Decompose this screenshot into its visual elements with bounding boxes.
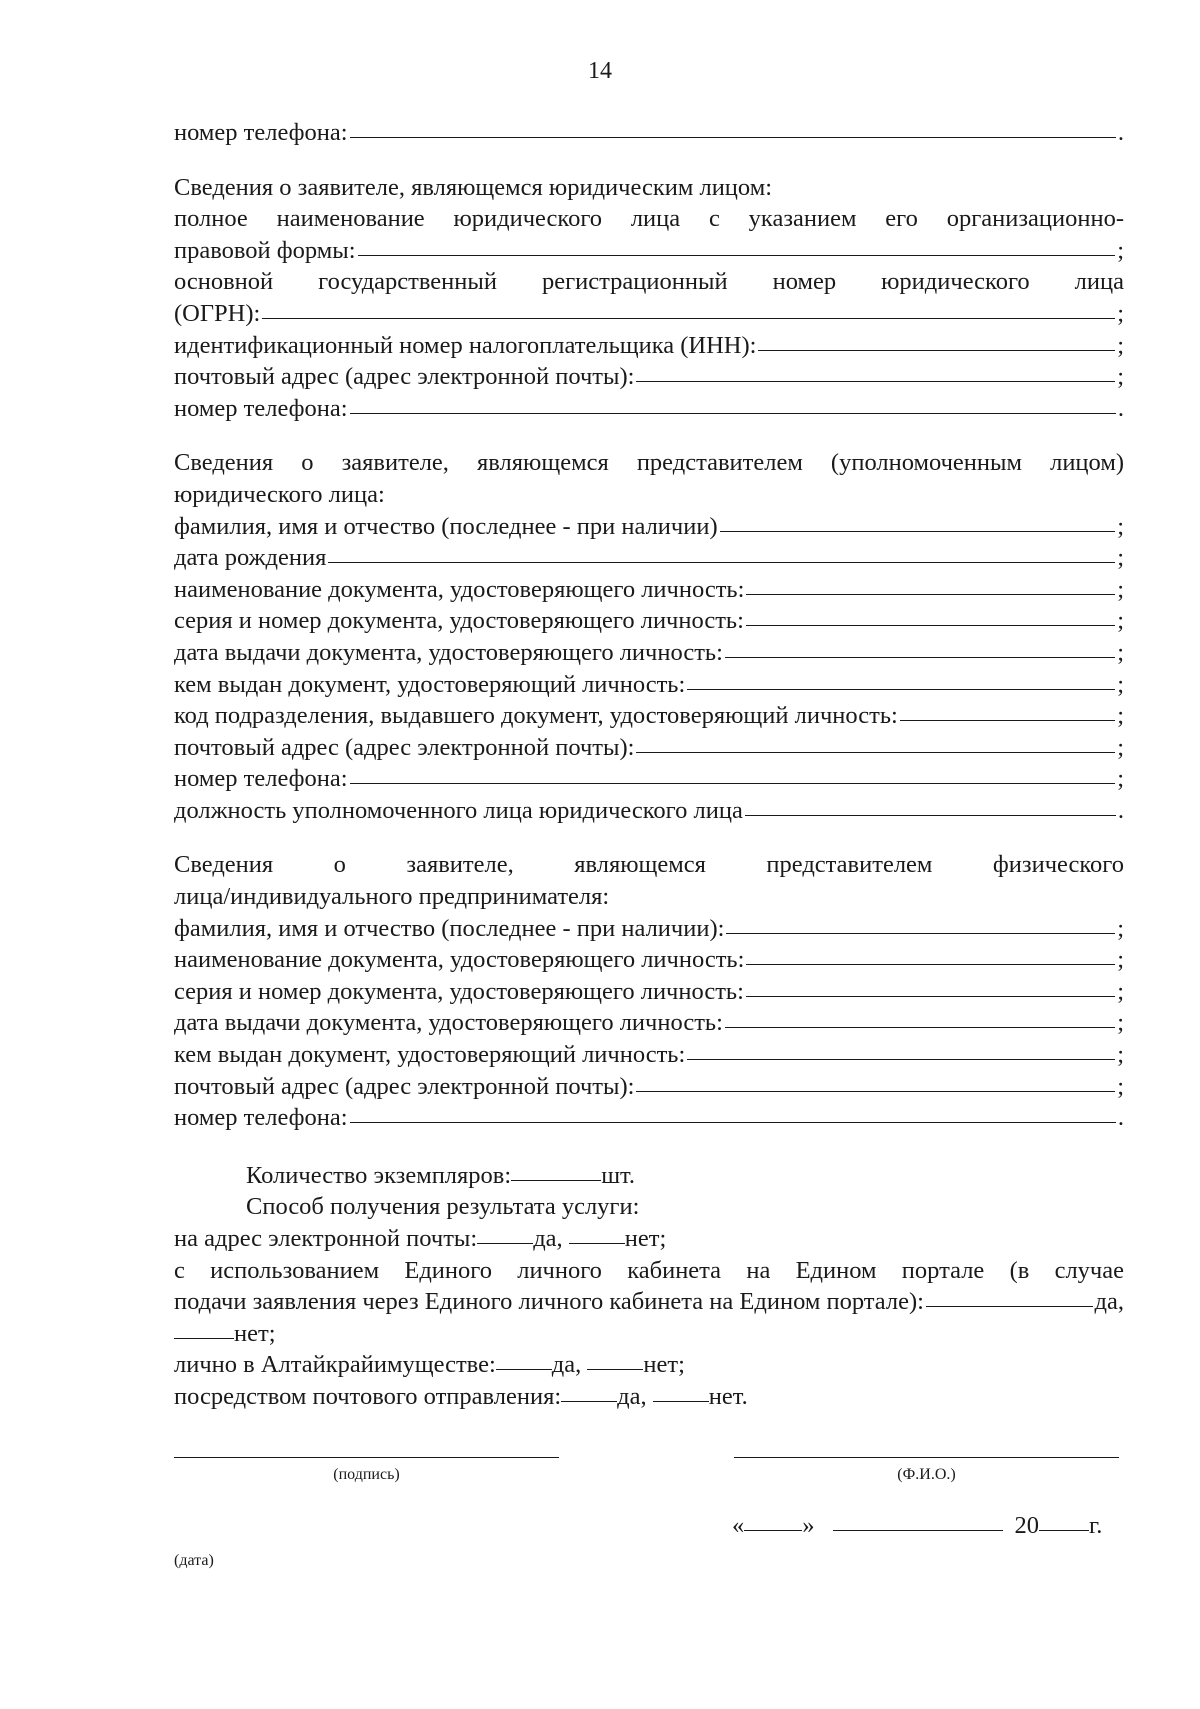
date-year-prefix: 20: [1014, 1512, 1039, 1539]
email-no-field[interactable]: [569, 1242, 625, 1244]
delivery-portal-row: [174, 1286, 1124, 1318]
delivery-in-person-row: [174, 1349, 1124, 1381]
copies-label: Количество экземпляров:: [246, 1161, 512, 1189]
inn-field[interactable]: [758, 349, 1115, 351]
delivery-post-label: посредством почтового отправления:: [174, 1382, 562, 1410]
ind-fio-label: фамилия, имя и отчество (последнее - при наличии):: [174, 914, 725, 942]
phone-field[interactable]: [350, 136, 1116, 138]
in-person-yes-field[interactable]: [496, 1368, 552, 1370]
date-row: [732, 1512, 1102, 1540]
copies-unit: шт.: [601, 1161, 636, 1189]
ind-phone-label: номер телефона:: [174, 1104, 348, 1132]
email-yes-field[interactable]: [477, 1242, 533, 1244]
rep-doc-date-row: дата выдачи документа, удостоверяющего личность: ;: [174, 637, 1124, 669]
legal-phone-field[interactable]: [350, 412, 1116, 414]
phone-label: номер телефона:: [174, 119, 348, 146]
rep-doc-series-label: серия и номер документа, удостоверяющего личность:: [174, 607, 744, 635]
delivery-portal-label-cont: подачи заявления через Единого личного кабинета на Едином портале):: [174, 1288, 924, 1316]
page-number: 14: [588, 58, 612, 84]
delivery-post-row: [174, 1381, 1124, 1413]
heading-word: физического: [992, 851, 1124, 879]
rep-phone-field[interactable]: [350, 782, 1116, 784]
rep-position-field[interactable]: [745, 814, 1116, 816]
legal-form-label: правовой формы:: [174, 236, 356, 264]
legal-full-name-field[interactable]: [358, 254, 1116, 256]
rep-doc-issuer-label: кем выдан документ, удостоверяющий личность:: [174, 670, 686, 698]
yes-label: да,: [551, 1351, 582, 1379]
form-body: [174, 117, 1124, 1413]
rep-phone-label: номер телефона:: [174, 765, 348, 793]
inn-row: идентификационный номер налогоплательщика (ИНН): ;: [174, 330, 1124, 362]
heading-word: являющемся: [574, 851, 706, 879]
full-name-field[interactable]: [734, 1456, 1119, 1458]
ind-doc-series-row: серия и номер документа, удостоверяющего личность: ;: [174, 976, 1124, 1008]
individual-rep-heading: [174, 849, 1124, 881]
rep-birth-row: дата рождения ;: [174, 542, 1124, 574]
legal-phone-row: номер телефона: .: [174, 393, 1124, 425]
signature-area: [174, 1456, 1124, 1656]
rep-postal-field[interactable]: [636, 751, 1115, 753]
ind-doc-name-label: наименование документа, удостоверяющего личность:: [174, 946, 745, 974]
individual-rep-heading-cont: лица/индивидуального предпринимателя:: [174, 883, 610, 911]
rep-position-label: должность уполномоченного лица юридического лица: [174, 796, 743, 824]
legal-rep-heading-cont: юридического лица:: [174, 480, 385, 508]
delivery-heading: Способ получения результата услуги:: [246, 1193, 640, 1221]
phone-end: .: [1117, 119, 1124, 146]
legal-postal-field[interactable]: [636, 380, 1115, 382]
date-month-field[interactable]: [833, 1529, 1003, 1531]
ind-phone-row: номер телефона: .: [174, 1102, 1124, 1134]
portal-yes-field[interactable]: [926, 1305, 1093, 1307]
rep-fio-row: фамилия, имя и отчество (последнее - при наличии) ;: [174, 511, 1124, 543]
rep-doc-series-field[interactable]: [746, 624, 1115, 626]
ind-doc-issuer-row: кем выдан документ, удостоверяющий личность: ;: [174, 1039, 1124, 1071]
phone-row: [174, 117, 1124, 149]
rep-doc-name-label: наименование документа, удостоверяющего личность:: [174, 575, 745, 603]
post-yes-field[interactable]: [561, 1400, 617, 1402]
in-person-no-field[interactable]: [587, 1368, 643, 1370]
ind-doc-name-row: наименование документа, удостоверяющего личность: ;: [174, 944, 1124, 976]
date-year-suffix: г.: [1089, 1512, 1103, 1539]
signature-caption: (подпись): [333, 1466, 400, 1483]
no-label: нет.: [708, 1382, 748, 1410]
heading-word: о: [333, 851, 346, 879]
legal-postal-label: почтовый адрес (адрес электронной почты):: [174, 363, 635, 391]
date-year-field[interactable]: [1039, 1529, 1089, 1531]
delivery-portal-no-row: [174, 1318, 1124, 1350]
rep-fio-label: фамилия, имя и отчество (последнее - при наличии): [174, 512, 718, 540]
no-label: нет;: [643, 1351, 685, 1379]
heading-word: Сведения: [174, 851, 274, 879]
rep-doc-name-field[interactable]: [746, 593, 1115, 595]
portal-no-field[interactable]: [174, 1337, 234, 1339]
heading-word: представителем: [766, 851, 933, 879]
rep-doc-issuer-row: кем выдан документ, удостоверяющий личность: ;: [174, 669, 1124, 701]
rep-doc-date-label: дата выдачи документа, удостоверяющего личность:: [174, 638, 723, 666]
delivery-email-label: на адрес электронной почты:: [174, 1225, 478, 1252]
ind-doc-date-row: дата выдачи документа, удостоверяющего личность: ;: [174, 1007, 1124, 1039]
ind-doc-issuer-field[interactable]: [687, 1058, 1115, 1060]
ogrn-row: (ОГРН): ;: [174, 298, 1124, 330]
ind-doc-date-field[interactable]: [725, 1026, 1115, 1028]
ind-postal-field[interactable]: [636, 1090, 1115, 1092]
legal-full-name-label: полное наименование юридического лица с указанием его организационно-: [174, 205, 1124, 233]
ind-phone-field[interactable]: [350, 1121, 1116, 1123]
ogrn-label: основной государственный регистрационный номер юридического лица: [174, 268, 1124, 296]
rep-postal-label: почтовый адрес (адрес электронной почты):: [174, 733, 635, 761]
no-label: нет;: [624, 1225, 667, 1252]
yes-label: да,: [533, 1225, 563, 1252]
legal-entity-heading: Сведения о заявителе, являющемся юридическим лицом:: [174, 173, 773, 201]
date-day-field[interactable]: [744, 1529, 802, 1531]
ind-postal-label: почтовый адрес (адрес электронной почты):: [174, 1072, 635, 1100]
legal-phone-label: номер телефона:: [174, 394, 348, 422]
ind-doc-series-field[interactable]: [746, 995, 1115, 997]
ind-fio-field[interactable]: [726, 932, 1115, 934]
date-caption: (дата): [174, 1552, 214, 1569]
ind-doc-date-label: дата выдачи документа, удостоверяющего личность:: [174, 1009, 723, 1037]
yes-label: да,: [1094, 1288, 1124, 1316]
rep-fio-field[interactable]: [720, 530, 1116, 532]
ind-doc-series-label: серия и номер документа, удостоверяющего личность:: [174, 977, 744, 1005]
rep-doc-date-field[interactable]: [725, 656, 1115, 658]
rep-doc-series-row: серия и номер документа, удостоверяющего личность: ;: [174, 605, 1124, 637]
inn-label: идентификационный номер налогоплательщика (ИНН):: [174, 331, 757, 359]
ogrn-field[interactable]: [262, 317, 1115, 319]
legal-full-name-row: правовой формы: ;: [174, 235, 1124, 267]
post-no-field[interactable]: [653, 1400, 709, 1402]
delivery-in-person-label: лично в Алтайкрайимуществе:: [174, 1351, 496, 1379]
rep-birth-field[interactable]: [328, 561, 1115, 563]
date-close-quote: »: [802, 1512, 815, 1539]
rep-phone-row: номер телефона: ;: [174, 763, 1124, 795]
ind-doc-issuer-label: кем выдан документ, удостоверяющий личность:: [174, 1041, 686, 1069]
ind-postal-row: почтовый адрес (адрес электронной почты): ;: [174, 1071, 1124, 1103]
rep-postal-row: почтовый адрес (адрес электронной почты): ;: [174, 732, 1124, 764]
delivery-portal-label: с использованием Единого личного кабинета на Едином портале (в случае: [174, 1256, 1124, 1284]
copies-row: [174, 1160, 1124, 1192]
delivery-email-row: [174, 1223, 1124, 1255]
rep-position-row: должность уполномоченного лица юридического лица .: [174, 795, 1124, 827]
rep-doc-issuer-field[interactable]: [687, 688, 1115, 690]
rep-dept-code-field[interactable]: [900, 719, 1115, 721]
ind-doc-name-field[interactable]: [746, 963, 1115, 965]
rep-birth-label: дата рождения: [174, 544, 327, 572]
signature-field[interactable]: [174, 1456, 559, 1458]
legal-rep-heading: Сведения о заявителе, являющемся представителем (уполномоченным лицом): [174, 449, 1124, 477]
yes-label: да,: [617, 1382, 647, 1410]
rep-dept-code-label: код подразделения, выдавшего документ, удостоверяющий личность:: [174, 702, 898, 730]
full-name-caption: (Ф.И.О.): [897, 1466, 956, 1483]
rep-dept-code-row: код подразделения, выдавшего документ, удостоверяющий личность: ;: [174, 700, 1124, 732]
ind-fio-row: фамилия, имя и отчество (последнее - при наличии): ;: [174, 913, 1124, 945]
ogrn-abbr: (ОГРН):: [174, 299, 261, 327]
no-label: нет;: [234, 1319, 276, 1347]
copies-field[interactable]: [511, 1179, 601, 1181]
heading-word: заявителе,: [406, 851, 514, 879]
rep-doc-name-row: наименование документа, удостоверяющего личность: ;: [174, 574, 1124, 606]
legal-postal-row: почтовый адрес (адрес электронной почты): ;: [174, 361, 1124, 393]
date-open-quote: «: [732, 1512, 745, 1539]
